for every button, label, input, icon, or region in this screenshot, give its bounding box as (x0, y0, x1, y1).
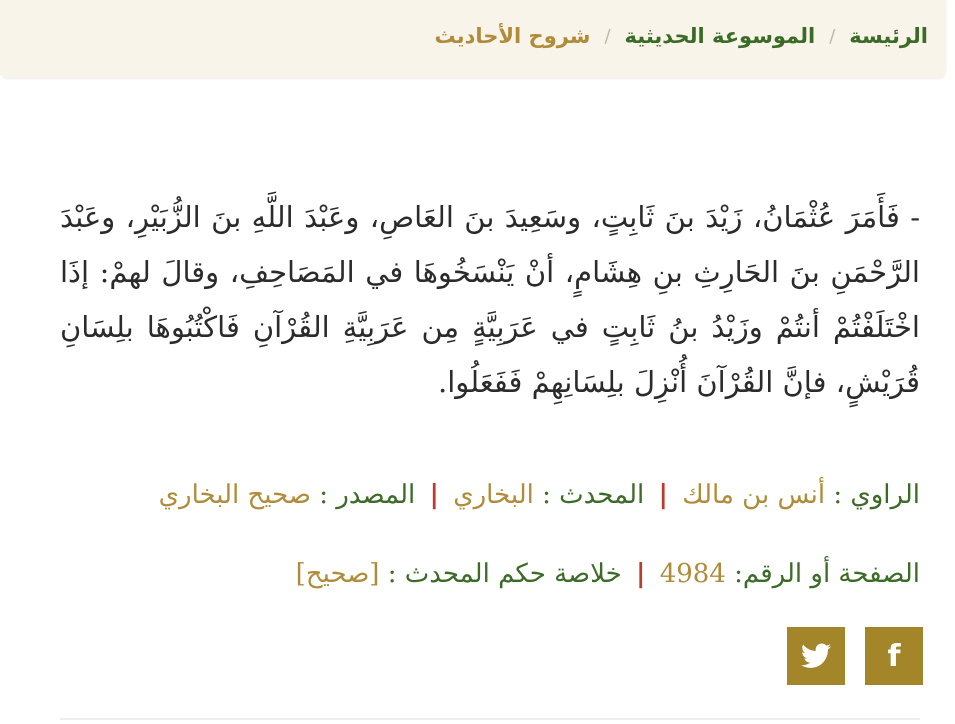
twitter-share-button[interactable] (787, 627, 845, 685)
page-number-value: 4984 (659, 559, 726, 589)
muhaddith-value: البخاري (453, 480, 534, 510)
breadcrumb-separator: / (604, 25, 611, 47)
ruling-value: [صحيح] (295, 559, 380, 589)
breadcrumb-encyclopedia[interactable]: الموسوعة الحديثية (624, 24, 816, 48)
breadcrumb-current: شروح الأحاديث (434, 24, 591, 48)
twitter-icon (801, 643, 831, 669)
source-label: المصدر : (319, 480, 416, 510)
meta-separator: | (635, 559, 646, 589)
share-buttons (787, 627, 923, 685)
meta-separator: | (658, 480, 668, 510)
muhaddith-label: المحدث : (542, 480, 645, 510)
narrator-label: الراوي : (833, 480, 920, 510)
hadith-meta-line-1 (60, 478, 920, 512)
ruling-label: خلاصة حكم المحدث : (387, 559, 622, 589)
meta-separator: | (429, 480, 439, 510)
breadcrumb (435, 24, 929, 48)
hadith-meta-line-2 (60, 557, 920, 591)
narrator-value: أنس بن مالك (682, 480, 826, 510)
facebook-icon: f (887, 638, 901, 674)
facebook-share-button[interactable] (865, 627, 923, 685)
hadith-text: - فَأَمَرَ عُثْمَانُ، زَيْدَ بنَ ثَابِتٍ، وسَعِيدَ بنَ العَاصِ، وعَبْدَ اللَّهِ بنَ الزُّبَيْرِ، وعَبْدَ الرَّحْمَنِ بنَ الحَارِثِ بنِ هِشَامٍ، أنْ يَنْسَخُوهَا في المَصَاحِفِ، وقالَ لهمْ: إذَا اخْتَلَفْتُمْ أنتُمْ وزَيْدُ بنُ ثَابِتٍ في عَرَبِيَّةٍ مِن عَرَبِيَّةِ القُرْآنِ فَاكْتُبُوهَا بلِسَانِ قُرَيْشٍ، فإنَّ القُرْآنَ أُنْزِلَ بلِسَانِهِمْ فَفَعَلُوا. (60, 200, 920, 399)
page-number-label: الصفحة أو الرقم: (734, 559, 920, 589)
breadcrumb-separator: / (829, 25, 836, 47)
breadcrumb-bar (0, 0, 946, 78)
source-value: صحيح البخاري (158, 480, 312, 510)
breadcrumb-home[interactable]: الرئيسة (849, 24, 928, 48)
bottom-divider (60, 718, 920, 720)
